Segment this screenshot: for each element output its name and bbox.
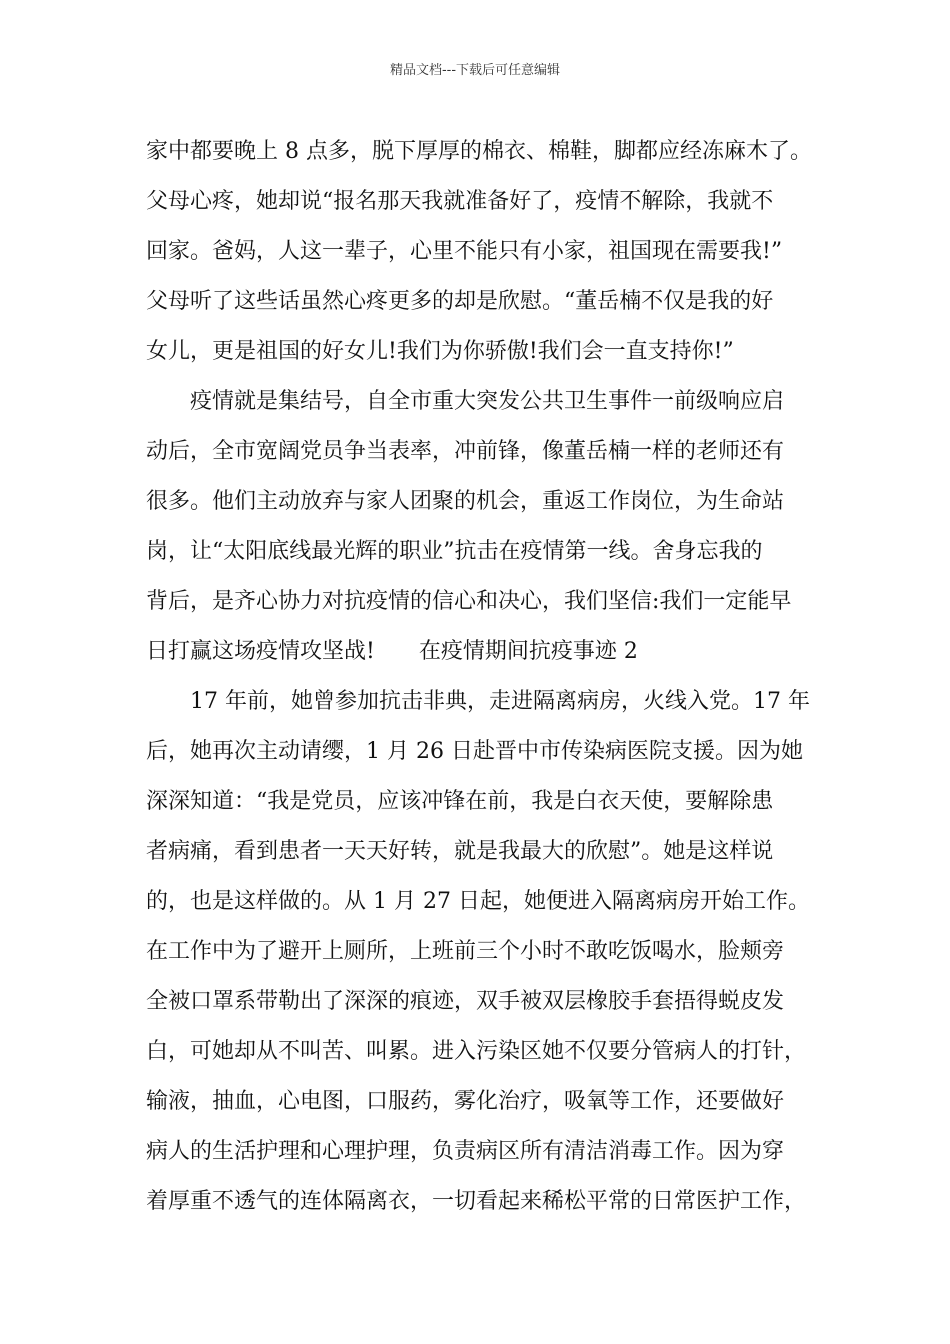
text-segment: 日打赢这场疫情攻坚战! [146,639,375,664]
text-line: 输液，抽血，心电图，口服药，雾化治疗，吸氧等工作，还要做好 [146,1089,785,1114]
paragraph-3 [146,677,836,1227]
text-line: 的，也是这样做的。从 1 月 27 日起，她便进入隔离病房开始工作。 [146,889,810,914]
text-line: 深深知道：“我是党员，应该冲锋在前，我是白衣天使，要解除患 [146,789,774,814]
paragraph-2 [146,377,836,677]
text-line: 回家。爸妈，人这一辈子，心里不能只有小家，祖国现在需要我!” [146,239,783,264]
text-line: 疫情就是集结号，自全市重大突发公共卫生事件一前级响应启 [190,389,785,414]
text-line: 女儿，更是祖国的好女儿!我们为你骄傲!我们会一直支持你!” [146,339,734,364]
text-line-with-title [146,627,836,677]
text-line: 很多。他们主动放弃与家人团聚的机会，重返工作岗位，为生命站 [146,489,785,514]
text-line: 后，她再次主动请缨，1 月 26 日赴晋中市传染病医院支援。因为她 [146,739,803,764]
text-line: 岗，让“太阳底线最光辉的职业”抗击在疫情第一线。舍身忘我的 [146,539,763,564]
text-line: 17 年前，她曾参加抗击非典，走进隔离病房，火线入党。17 年 [190,689,810,714]
text-line: 背后，是齐心协力对抗疫情的信心和决心，我们坚信:我们一定能早 [146,589,792,614]
text-line: 病人的生活护理和心理护理，负责病区所有清洁消毒工作。因为穿 [146,1139,785,1164]
text-line: 动后，全市宽阔党员争当表率，冲前锋，像董岳楠一样的老师还有 [146,439,785,464]
text-line: 在工作中为了避开上厕所，上班前三个小时不敢吃饭喝水，脸颊旁 [146,939,785,964]
text-line: 父母听了这些话虽然心疼更多的却是欣慰。“董岳楠不仅是我的好 [146,289,774,314]
section-title: 在疫情期间抗疫事迹 2 [418,639,638,664]
paragraph-1 [146,127,836,377]
text-line: 着厚重不透气的连体隔离衣，一切看起来稀松平常的日常医护工作， [146,1189,807,1214]
text-line: 父母心疼，她却说“报名那天我就准备好了，疫情不解除，我就不 [146,189,774,214]
text-line: 白，可她却从不叫苦、叫累。进入污染区她不仅要分管病人的打针， [146,1039,807,1064]
text-line: 全被口罩系带勒出了深深的痕迹，双手被双层橡胶手套捂得蜕皮发 [146,989,785,1014]
document-body [146,127,836,1227]
text-line: 家中都要晚上 8 点多，脱下厚厚的棉衣、棉鞋，脚都应经冻麻木了。 [146,139,812,164]
text-line: 者病痛，看到患者一天天好转，就是我最大的欣慰”。她是这样说 [146,839,774,864]
page-header: 精品文档---下载后可任意编辑 [389,63,561,78]
